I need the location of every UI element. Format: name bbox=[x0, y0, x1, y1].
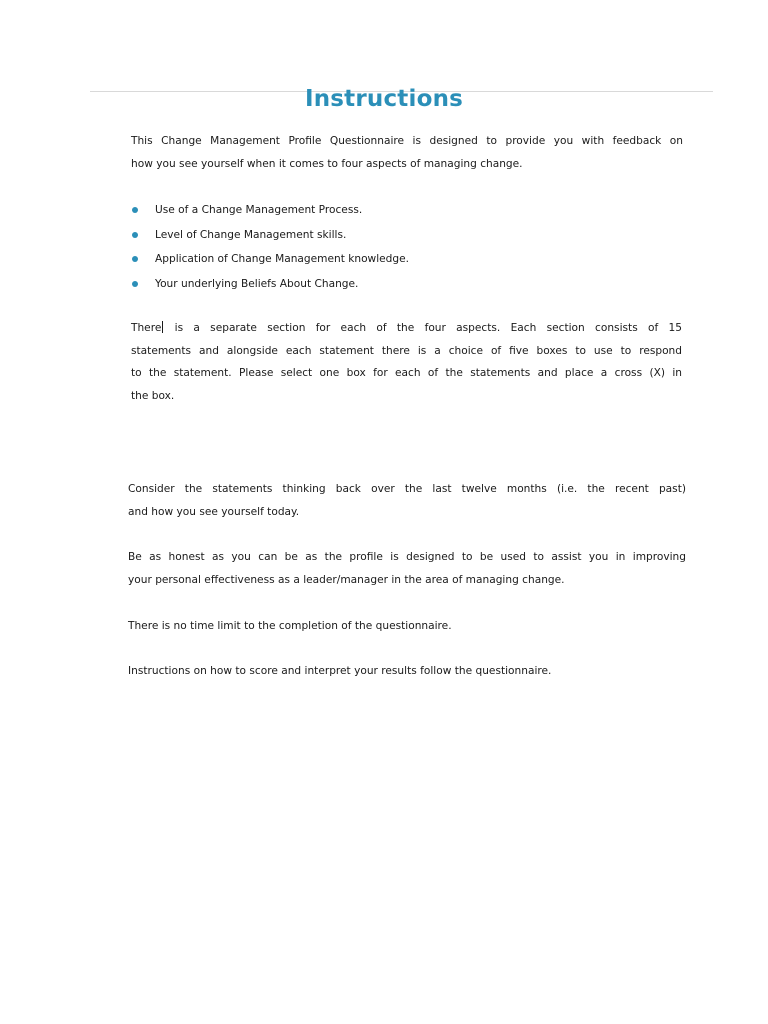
list-item bbox=[131, 224, 409, 249]
intro-line-1: This Change Management Profile Questionnaire is designed to provide you with feedback on bbox=[131, 135, 683, 147]
intro-line-2: how you see yourself when it comes to four aspects of managing change. bbox=[131, 157, 523, 170]
aspect-label: Application of Change Management knowledge. bbox=[155, 253, 410, 266]
scoring-text: Instructions on how to score and interpret your results follow the questionnaire. bbox=[128, 665, 552, 677]
time-limit-text: There is no time limit to the completion of the questionnaire. bbox=[128, 620, 452, 632]
sections-line-3: to the statement. Please select one box for each of the statements and place a cross (X) in bbox=[131, 367, 682, 379]
intro-paragraph bbox=[131, 130, 683, 175]
bullet-icon bbox=[132, 256, 138, 262]
honest-line-1: Be as honest as you can be as the profile is designed to be used to assist you in improving bbox=[128, 551, 686, 563]
consider-line-1: Consider the statements thinking back over the last twelve months (i.e. the recent past) bbox=[128, 483, 686, 495]
time-limit-paragraph bbox=[128, 615, 452, 638]
sections-line-1-rest: is a separate section for each of the four aspects. Each section consists of 15 bbox=[164, 322, 682, 334]
sections-paragraph bbox=[131, 317, 682, 407]
list-item bbox=[131, 273, 409, 298]
aspect-label: Your underlying Beliefs About Change. bbox=[155, 278, 359, 291]
honest-line-2: your personal effectiveness as a leader/manager in the area of managing change. bbox=[128, 573, 565, 586]
aspect-label: Level of Change Management skills. bbox=[155, 228, 347, 241]
aspect-label: Use of a Change Management Process. bbox=[155, 204, 363, 216]
sections-line-4: the box. bbox=[131, 389, 175, 402]
honest-paragraph bbox=[128, 546, 686, 591]
sections-line-1 bbox=[131, 317, 682, 340]
aspects-list bbox=[131, 199, 409, 298]
bullet-icon bbox=[132, 232, 138, 238]
page-title: Instructions bbox=[304, 86, 464, 112]
bullet-icon bbox=[132, 281, 138, 287]
sections-line-2: statements and alongside each statement there is a choice of five boxes to use to respond bbox=[131, 344, 682, 357]
list-item bbox=[131, 248, 409, 273]
scoring-paragraph bbox=[128, 660, 551, 683]
sections-line-1-start: There bbox=[131, 322, 162, 334]
consider-paragraph bbox=[128, 478, 686, 523]
list-item bbox=[131, 199, 409, 224]
consider-line-2: and how you see yourself today. bbox=[128, 505, 300, 518]
bullet-icon bbox=[132, 207, 138, 213]
